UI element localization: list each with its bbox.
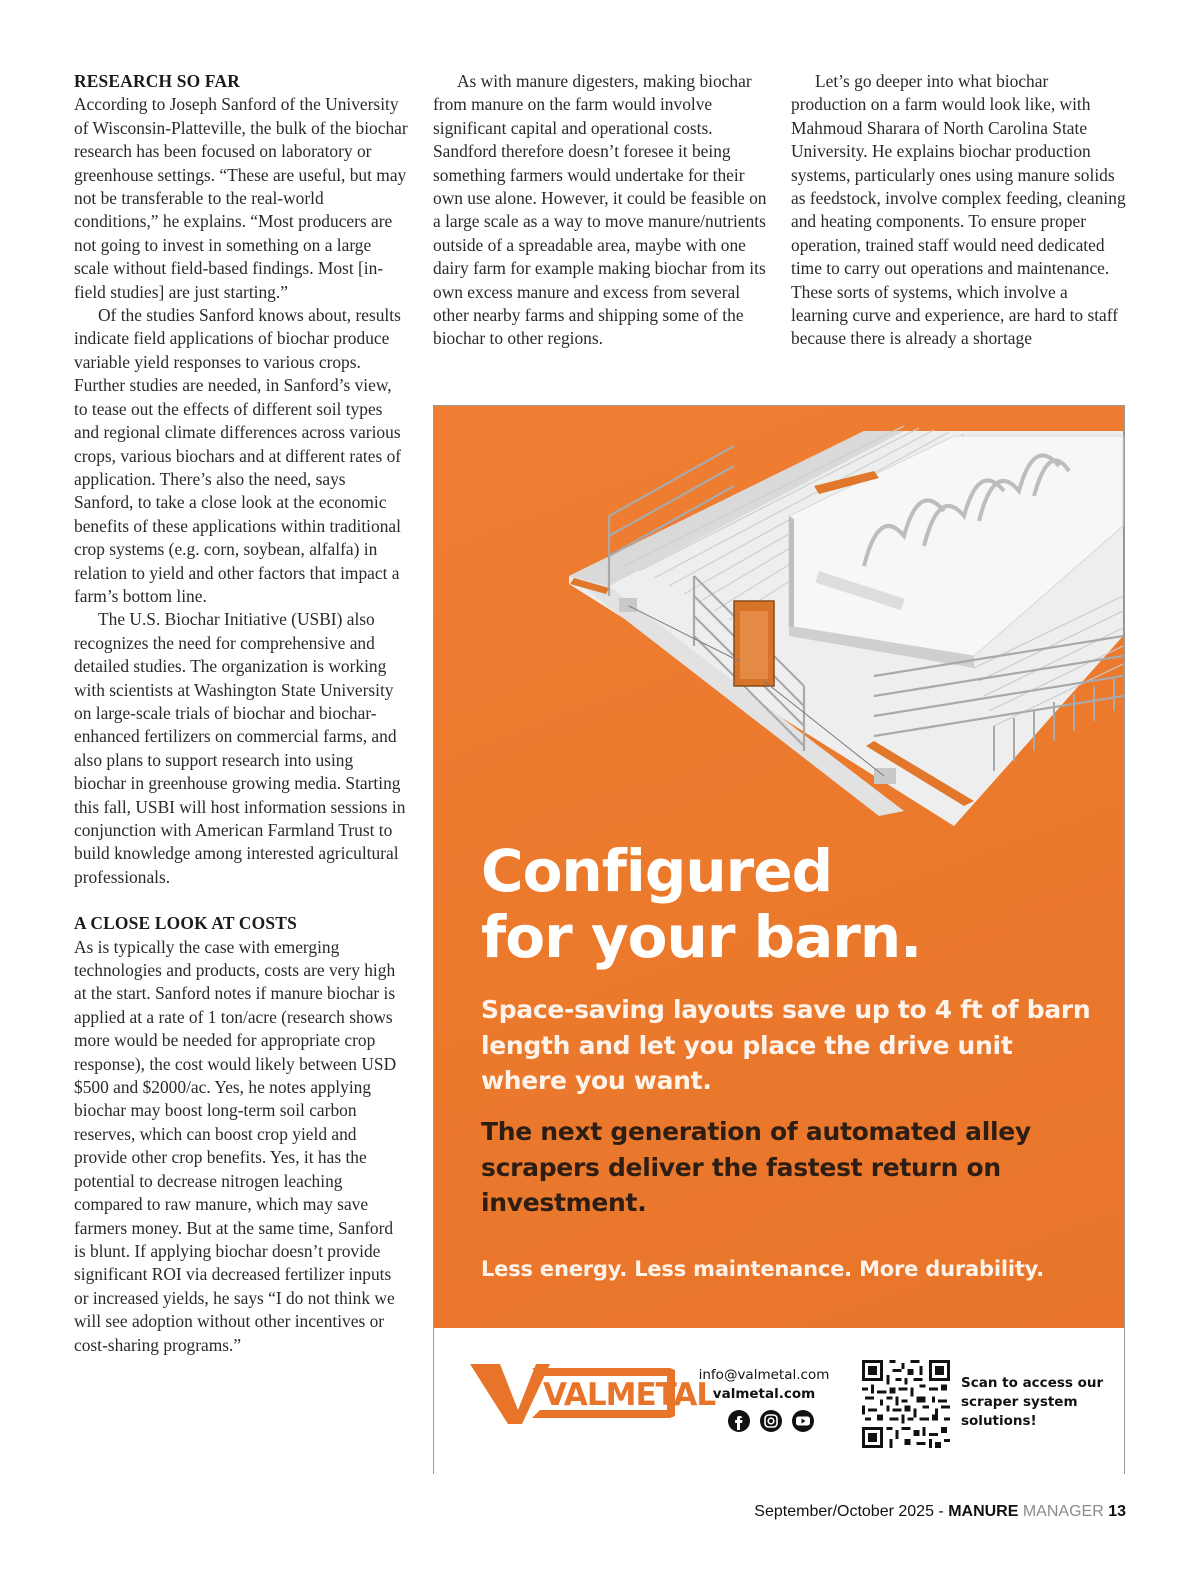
article-column-2 (433, 70, 767, 351)
paragraph: As with manure digesters, making biochar from manure on the farm would involve significant capital and operational costs. Sandford therefore doesn’t foresee it being something farmers would undertake for their own use alone. However, it could be feasible on a large scale as a way to move manure/nutrients outside of a spreadable area, maybe with one dairy farm for example making biochar from its own excess manure and excess from several other nearby farms and shipping some of the biochar to other regions. (433, 71, 767, 349)
article-column-3 (791, 70, 1127, 351)
paragraph: According to Joseph Sanford of the University of Wisconsin-Platteville, the bulk of the biochar research has been focused on laboratory or greenhouse settings. “These are useful, but may not be transferable to the real-world conditions,” he explains. “Most producers are not going to invest in something on a large scale without field-based findings. Most [in-field studies] are just starting.” (74, 94, 408, 302)
ad-headline (481, 838, 1101, 970)
instagram-icon[interactable] (760, 1410, 782, 1432)
headline-line-2: for your barn. (481, 903, 922, 971)
section-heading-research: RESEARCH SO FAR (74, 71, 240, 91)
ad-website-link[interactable]: valmetal.com (712, 1386, 816, 1402)
paragraph: The U.S. Biochar Initiative (USBI) also recognizes the need for comprehensive and detailed studies. The organization is working with scientists at Washington State University on large-scale trials of biochar and biochar-enhanced fertilizers on commercial farms, and also plans to support research into using biochar in greenhouse growing media. Starting this fall, USBI will host information sessions in conjunction with American Farmland Trust to build knowledge among interested agricultural professionals. (74, 609, 406, 887)
facebook-icon[interactable] (728, 1410, 750, 1432)
ad-contact (689, 1366, 839, 1404)
qr-code-icon[interactable] (862, 1360, 950, 1448)
magazine-name-light: MANAGER (1018, 1503, 1109, 1520)
page-number: 13 (1108, 1503, 1126, 1520)
ad-scan-cta: Scan to access our scraper system solutions! (961, 1375, 1104, 1429)
ad-subheadline: Space-saving layouts save up to 4 ft of barn length and let you place the drive unit where you want. (481, 995, 1091, 1095)
paragraph: As is typically the case with emerging technologies and products, costs are very high at the start. Sanford notes if manure biochar is applied at a rate of 1 ton/acre (research shows more would be needed for appropriate crop response), the cost would likely between USD $500 and $2000/ac. Yes, he notes applying biochar may boost long-term soil carbon reserves, which can boost crop yield and provide other crop benefits. Yes, it has the potential to decrease nitrogen leaching compared to raw manure, which may save farmers money. But at the same time, Sanford is blunt. If applying biochar doesn’t provide significant ROI via decreased fertilizer inputs or increased yields, he says “I do not think we will see adoption without other incentives or cost-sharing programs.” (74, 936, 397, 1355)
social-icons (726, 1408, 816, 1434)
headline-line-1: Configured (481, 837, 833, 905)
paragraph: Of the studies Sanford knows about, results indicate field applications of biochar produce variable yield responses to various crops. Further studies are needed, in Sanford’s view, to tease out the effects of different soil types and regional climate differences across various crops, various biochars and at different rates of application. There’s also the need, says Sanford, to take a close look at the economic benefits of these applications within traditional crop systems (e.g. corn, soybean, alfalfa) in relation to yield and other factors that impact a farm’s bottom line. (74, 305, 402, 606)
svg-text:VALMETAL: VALMETAL (543, 1377, 716, 1413)
magazine-name-bold: MANURE (948, 1503, 1019, 1520)
section-heading-costs: A CLOSE LOOK AT COSTS (74, 913, 297, 934)
valmetal-advertisement[interactable] (433, 405, 1125, 1474)
youtube-icon[interactable] (792, 1410, 814, 1432)
valmetal-logo-icon[interactable] (470, 1358, 716, 1428)
ad-email-link[interactable]: info@valmetal.com (698, 1367, 830, 1383)
page-footer (754, 1503, 1126, 1521)
ad-tagline: Less energy. Less maintenance. More durability. (481, 1257, 1045, 1281)
paragraph: Let’s go deeper into what biochar production on a farm would look like, with Mahmoud Sharara of North Carolina State University. He explains biochar production systems, particularly ones using manure solids as feedstock, involve complex feeding, cleaning and heating components. To ensure proper operation, trained staff would need dedicated time to carry out operations and maintenance. These sorts of systems, which involve a learning curve and experience, are hard to staff because there is already a shortage (791, 71, 1126, 349)
issue-date: September/October 2025 - (754, 1503, 949, 1520)
ad-footer (434, 1328, 1124, 1475)
alley-scraper-illustration (434, 406, 1123, 836)
ad-value-statement: The next generation of automated alley scrapers deliver the fastest return on investment. (481, 1117, 1031, 1217)
article-column-1 (74, 70, 408, 1357)
